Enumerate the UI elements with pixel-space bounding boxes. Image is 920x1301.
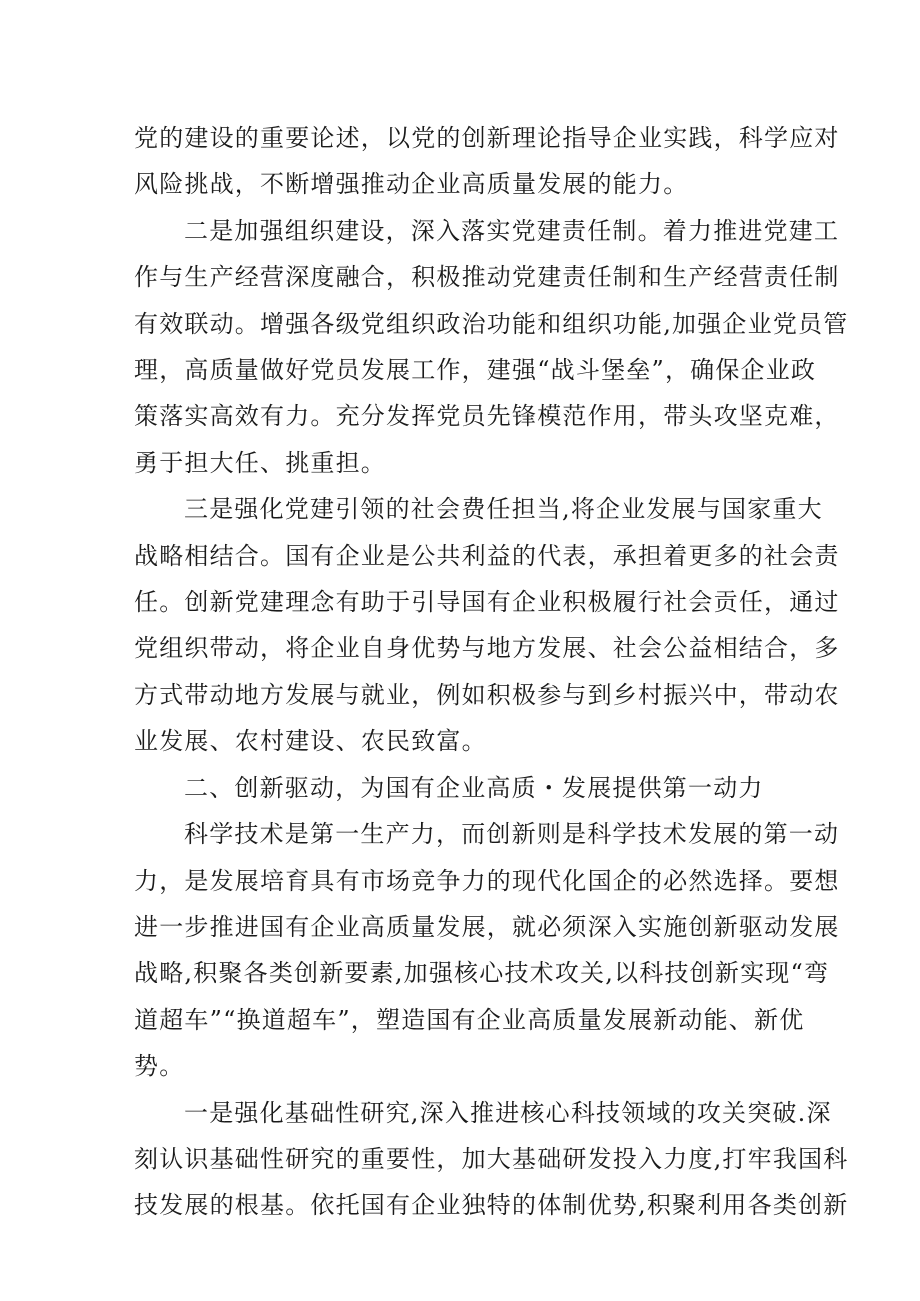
text-line: 业发展、农村建设、农民致富。: [134, 727, 487, 756]
text-line: 一是强化基础性研究,深入推进核心科技领域的攻关突破.深: [184, 1098, 832, 1127]
text-line: 有效联动。增强各级党组织政治功能和组织功能,加强企业党员管: [134, 309, 849, 338]
text-line: 方式带动地方发展与就业，例如积极参与到乡村振兴中，带动农: [134, 680, 840, 709]
paragraph-innovation-driven: [134, 811, 840, 1089]
text-line: 进一步推进国有企业高质量发展，就必须深入实施创新驱动发展: [134, 912, 840, 941]
text-line: 风险挑战，不断增强推动企业高质量发展的能力。: [134, 170, 689, 199]
heading-line: 二、创新驱动，为国有企业高质・发展提供第一动力: [184, 773, 764, 802]
paragraph-continuation: [134, 115, 840, 208]
text-line: 理，高质量做好党员发展工作，建强“战斗堡垒”，确保企业政: [134, 356, 817, 385]
section-heading: [134, 765, 798, 811]
text-line: 战略,积聚各类创新要素,加强核心技术攻关,以科技创新实现“弯: [134, 959, 830, 988]
text-line: 力，是发展培育具有市场竞争力的现代化国企的必然选择。要想: [134, 866, 840, 895]
paragraph-basic-research: [134, 1090, 849, 1229]
text-line: 道超车”“换道超车”，塑造国有企业高质量发展新动能、新优: [134, 1005, 805, 1034]
text-line: 战略相结合。国有企业是公共利益的代表，承担着更多的社会责: [134, 541, 840, 570]
text-line: 作与生产经营深度融合，积极推动党建责任制和生产经营责任制: [134, 263, 840, 292]
paragraph-social-responsibility: [134, 486, 840, 764]
text-line: 任。创新党建理念有助于引导国有企业积极履行社会贡任，通过: [134, 588, 840, 617]
text-line: 勇于担大任、挑重担。: [134, 448, 386, 477]
text-line: 二是加强组织建设，深入落实党建责任制。着力推进党建工: [184, 216, 840, 245]
text-line: 刻认识基础性研究的重要性，加大基础研发投入力度,打牢我国科: [134, 1144, 849, 1173]
text-line: 党的建设的重要论述，以党的创新理论指导企业实践，科学应对: [134, 124, 840, 152]
text-line: 势。: [134, 1052, 185, 1081]
text-line: 科学技术是第一生产力，而创新则是科学技术发展的第一动: [184, 820, 840, 849]
text-line: 党组织带动，将企业自身优势与地方发展、社会公益相结合，多: [134, 634, 840, 663]
paragraph-organization-building: [134, 208, 849, 486]
text-line: 技发展的根基。依托国有企业独特的体制优势,积聚利用各类创新: [134, 1191, 849, 1220]
text-line: 策落实高效有力。充分发挥党员先锋模范作用，带头攻坚克难，: [134, 402, 840, 431]
document-body: [134, 115, 849, 1229]
text-line: 三是强化党建引领的社会费任担当,将企业发展与国家重大: [184, 495, 823, 524]
